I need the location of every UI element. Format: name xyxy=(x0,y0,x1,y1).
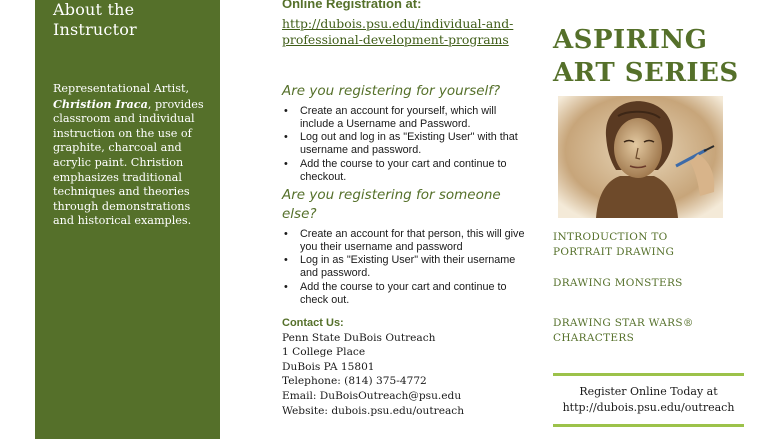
register-online-box xyxy=(553,384,744,416)
list-item: • Create an account for that person, this will give you their username and password xyxy=(282,228,527,253)
registration-title: Online Registration at: xyxy=(282,0,422,11)
course-drawing-monsters xyxy=(553,276,683,291)
instructor-bio xyxy=(53,82,213,229)
instructor-panel xyxy=(35,0,220,439)
course-portrait-drawing xyxy=(553,230,674,259)
contact-org: Penn State DuBois Outreach xyxy=(282,331,436,344)
course-line: INTRODUCTION TO xyxy=(553,231,668,243)
bio-rest: , provides classroom and individual instruction on the use of graphite, charcoal and acrylic paint. Christion emphasizes traditional techniques and theories through demonstrations and historical examples. xyxy=(53,97,204,228)
self-steps-list xyxy=(282,105,527,184)
contact-website[interactable]: Website: dubois.psu.edu/outreach xyxy=(282,404,465,417)
question-self: Are you registering for yourself? xyxy=(282,83,501,99)
list-item: • Create an account for yourself, which will include a Username and Password. xyxy=(282,105,527,130)
portrait-drawing-image xyxy=(558,96,723,218)
register-line1: Register Online Today at xyxy=(579,385,718,398)
instructor-name: Christion Iraca xyxy=(53,96,148,111)
series-title-line1: ASPIRING xyxy=(553,25,708,55)
series-title xyxy=(553,24,753,90)
course-line: PORTRAIT DRAWING xyxy=(553,245,675,258)
instructor-heading-line1: About the xyxy=(53,0,135,19)
series-title-line2: ART SERIES xyxy=(553,58,739,88)
contact-heading: Contact Us: xyxy=(282,317,344,329)
contact-street: 1 College Place xyxy=(282,346,366,359)
contact-phone: Telephone: (814) 375-4772 xyxy=(282,375,427,388)
contact-block xyxy=(282,316,464,418)
course-line: CHARACTERS xyxy=(553,331,635,344)
instructor-heading-line2: Instructor xyxy=(53,20,137,39)
instructor-heading xyxy=(53,0,137,40)
course-line: DRAWING MONSTERS xyxy=(553,277,683,289)
list-item: • Add the course to your cart and continue to checkout. xyxy=(282,158,527,183)
divider-top xyxy=(553,373,744,376)
contact-city: DuBois PA 15801 xyxy=(282,360,375,373)
course-star-wars xyxy=(553,316,694,345)
register-url[interactable]: http://dubois.psu.edu/outreach xyxy=(562,401,735,414)
list-item: • Log out and log in as "Existing User" with that username and password. xyxy=(282,131,527,156)
list-item: • Add the course to your cart and continue to check out. xyxy=(282,281,527,306)
divider-bottom xyxy=(553,424,744,427)
course-line: DRAWING STAR WARS® xyxy=(553,317,694,329)
bio-prefix: Representational Artist, xyxy=(53,82,190,95)
registration-link[interactable]: http://dubois.psu.edu/individual-and-professional-development-programs xyxy=(282,16,514,47)
question-other: Are you registering for someone else? xyxy=(282,187,501,222)
list-item: • Log in as "Existing User" with their username and password. xyxy=(282,254,527,279)
other-steps-list xyxy=(282,228,527,307)
contact-email[interactable]: Email: DuBoisOutreach@psu.edu xyxy=(282,389,462,402)
